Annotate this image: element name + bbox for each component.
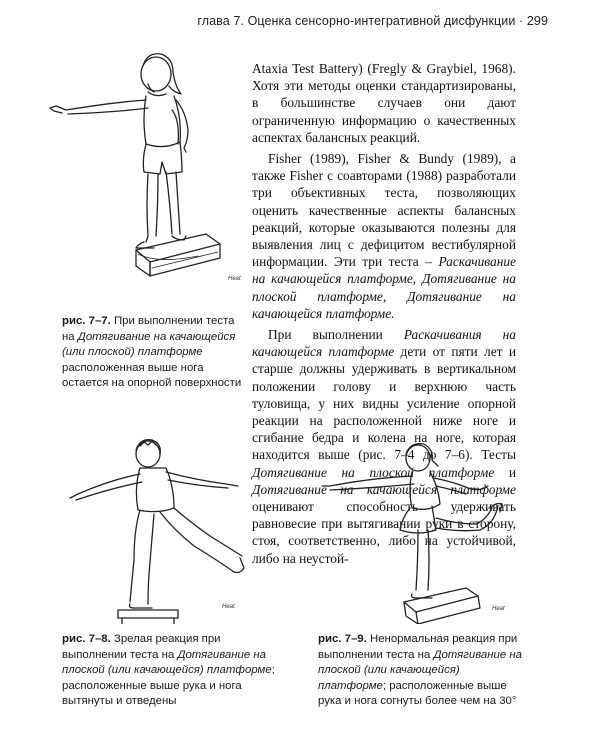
figure-7-7-caption: рис. 7–7. При выполнении теста на Дотягивание на качающейся (или плоской) платформе расположенная выше нога остается на опорной поверхности	[62, 315, 242, 389]
figure-7-8-label: рис. 7–8.	[62, 633, 111, 645]
illustrator-signature: Heat	[228, 276, 241, 282]
figure-7-8-caption: рис. 7–8. Зрелая реакция при выполнении теста на Дотягивание на плоской (или качающейся) платформе; расположенные выше рука и нога вытянуты и отведены	[62, 633, 275, 707]
paragraph-1: Ataxia Test Battery) (Fregly & Graybiel, 1968). Хотя эти методы оценки стандартизированы, в большинстве случаев они дают ограниченную информацию о качественных аспектах балансных реакций.	[252, 61, 516, 145]
girl-reaching-illustration	[48, 44, 248, 294]
girl-bent-leg-illustration	[312, 438, 522, 624]
figure-7-9-caption: рис. 7–9. Ненормальная реакция при выполнении теста на Дотягивание на плоской (или качающейся) платформе; расположенные выше рука и нога согнуты более чем на 30°	[318, 633, 522, 707]
running-header: глава 7. Оценка сенсорно-интегративной дисфункции · 299	[197, 14, 548, 28]
boy-balancing-illustration	[62, 432, 262, 624]
illustrator-signature: Heat	[492, 606, 505, 612]
figure-7-7-label: рис. 7–7.	[62, 315, 111, 327]
figure-7-9-illustration	[312, 438, 522, 624]
figure-7-7-illustration	[48, 44, 248, 294]
illustrator-signature: Heat	[222, 604, 235, 610]
paragraph-3: При выполнении Раскачивания на качающейся платформе дети от пяти лет и старше должны удерживать в вертикальном положении голову и верхнюю часть туловища, у них видны усиление опорной реакции на расположенной ниже ноге и сгибание бедра и колена на ноге, которая находится выше (рис. 7–4 до 7–6). Тесты Дотягивание на плоской платформе и Дотягивание на качающейся платформе оценивают способность удерживать равновесие при вытягивании руки в сторону, стоя, соответственно, либо на устойчивой, либо на неустой-	[252, 327, 516, 566]
figure-7-8-illustration	[62, 432, 262, 624]
paragraph-2: Fisher (1989), Fisher & Bundy (1989), а также Fisher с соавторами (1988) разработали три объективных теста, позволяющих оценить качественные аспекты балансных реакций, которые оказываются полезны для выявления лиц с дефицитом вестибулярной информации. Эти три теста – Раскачивание на качающейся платформе, Дотягивание на плоской платформе, Дотягивание на качающейся платформе.	[252, 151, 516, 321]
figure-7-9-label: рис. 7–9.	[318, 633, 367, 645]
